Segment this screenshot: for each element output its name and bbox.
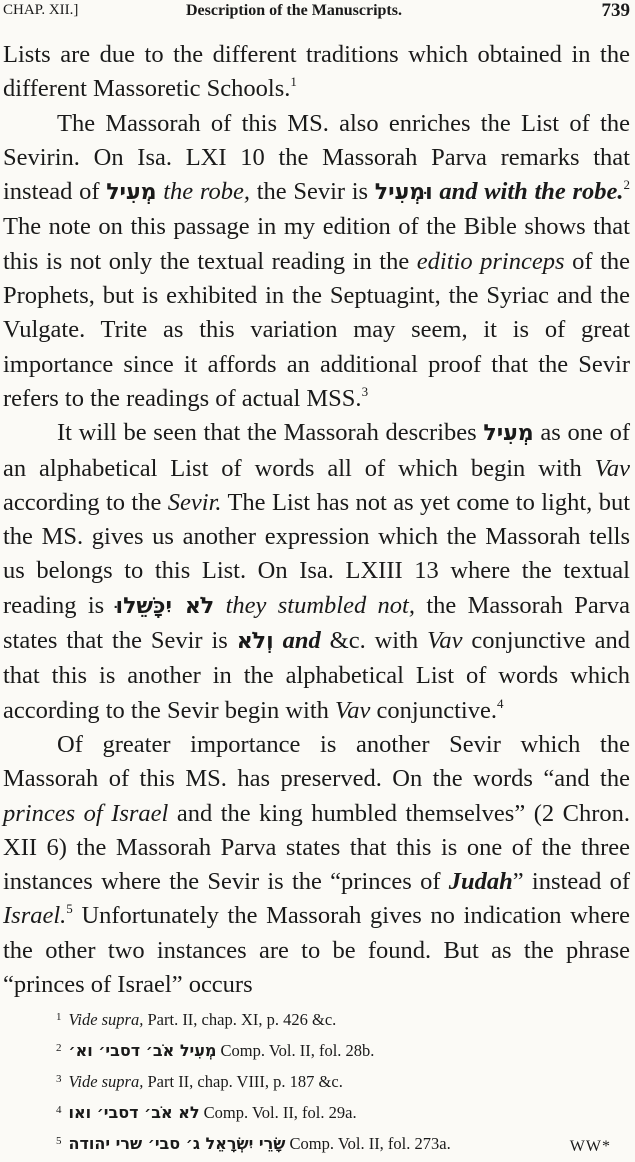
chapter-label: CHAP. XII.] bbox=[3, 2, 79, 18]
paragraph-2: The Massorah of this MS. also enriches the List of the Sevirin. On Isa. LXI 10 the Massorah Parva remarks that instead of מְעִיל the robe, the Sevir is וּמְעִיל and with the robe.$^2$ The note on this passage in my edition of the Bible shows that this is not only the textual reading in the editio princeps of the Prophets, but is exhibited in the Septuagint, the Syriac and the Vulgate. Trite as this variation may seem, it is of great importance since it affords an additional proof that the Sevir refers to the readings of actual MSS.$^3$ bbox=[3, 109, 631, 412]
footnote-ref: 4 bbox=[496, 695, 504, 711]
hebrew-text: שָׂרֵי יִשְׂרָאֵל ג׳ סבי׳ שרי יהודה bbox=[68, 1134, 286, 1153]
hebrew-text: לא אֹב׳ דסבי׳ ואו bbox=[68, 1103, 200, 1122]
hebrew-word: מְעִיל bbox=[106, 180, 157, 206]
footnote: $^3$ Vide supra, Part II, chap. VIII, p. 187 &c. bbox=[56, 1072, 343, 1091]
footnote: $^5$ שָׂרֵי יִשְׂרָאֵל ג׳ סבי׳ שרי יהודה Comp. Vol. II, fol. 273a. bbox=[56, 1134, 451, 1153]
running-header bbox=[0, 0, 635, 30]
paragraph-3: It will be seen that the Massorah describes מְעִיל as one of an alphabetical List of words all of which begin with Vav according to the Sevir. The List has not as yet come to light, but the MS. gives us another expression which the Massorah tells us belongs to this List. On Isa. LXIII 13 where the textual reading is לֹא יִכָּשֵׁלוּ they stumbled not, the Massorah Parva states that the Sevir is וְלֹא and &c. with Vav conjunctive and that this is another in the alphabetical List of words which according to the Sevir begin with Vav conjunctive.$^4$ bbox=[3, 419, 631, 724]
footnote-ref: 1 bbox=[290, 74, 297, 90]
hebrew-text: מְעִיל אֹב׳ דסבי׳ וא׳ bbox=[68, 1041, 217, 1060]
footnotes bbox=[56, 1003, 616, 1158]
hebrew-word: וְלֹא bbox=[236, 629, 274, 655]
footnote: $^2$ מְעִיל אֹב׳ דסבי׳ וא׳ Comp. Vol. II, fol. 28b. bbox=[56, 1041, 375, 1060]
page-number: 739 bbox=[601, 0, 630, 21]
footnote-ref: 5 bbox=[66, 901, 73, 917]
body-text bbox=[3, 38, 630, 1002]
paragraph-1: Lists are due to the different traditions which obtained in the different Massoretic Schools.$^1$ bbox=[3, 41, 630, 103]
hebrew-word: וּמְעִיל bbox=[374, 180, 433, 206]
footnote: $^1$ Vide supra, Part. II, chap. XI, p. 426 &c. bbox=[56, 1010, 337, 1029]
hebrew-word: לֹא יִכָּשֵׁלוּ bbox=[115, 593, 215, 619]
hebrew-word: מְעִיל bbox=[483, 421, 534, 447]
footnote: $^4$ לא אֹב׳ דסבי׳ ואו Comp. Vol. II, fol. 29a. bbox=[56, 1103, 357, 1122]
running-title: Description of the Manuscripts. bbox=[186, 2, 402, 19]
footnote-ref: 2 bbox=[623, 177, 631, 193]
paragraph-4: Of greater importance is another Sevir which the Massorah of this MS. has preserved. On the words “and the princes of Israel and the king humbled themselves” (2 Chron. XII 6) the Massorah Parva states that this is one of the three instances where the Sevir is the “princes of Judah” instead of Israel.$^5$ Unfortunately the Massorah gives no indication where the other two instances are to be found. But as the phrase “princes of Israel” occurs bbox=[3, 730, 631, 999]
footnote-ref: 3 bbox=[361, 383, 369, 399]
signature-mark: WW* bbox=[569, 1138, 611, 1155]
